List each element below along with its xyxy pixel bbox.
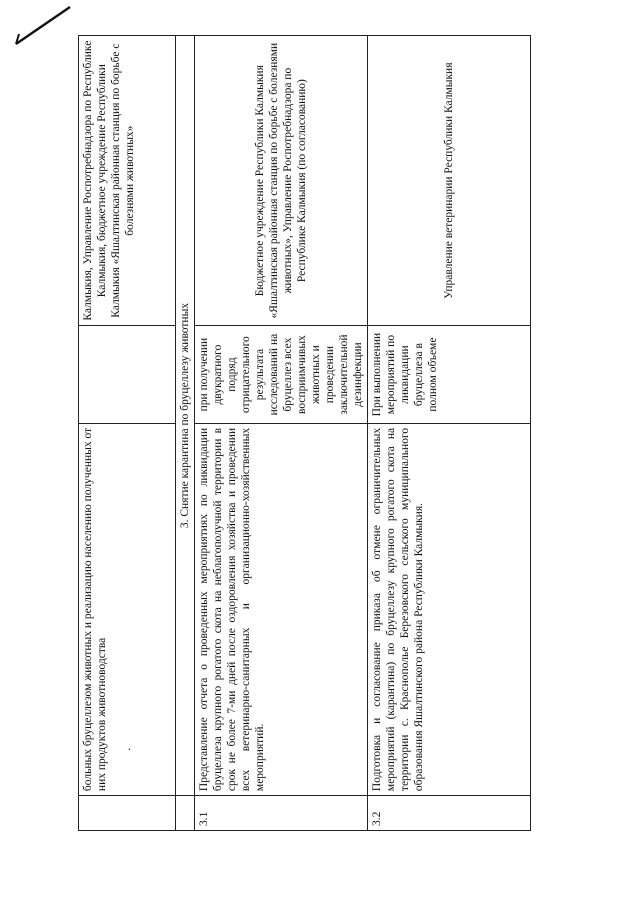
stray-mark: · xyxy=(124,747,137,752)
table-row xyxy=(368,36,531,831)
term-cell xyxy=(79,326,176,424)
section-title: 3. Снятие карантина по бруцеллезу животных xyxy=(176,36,195,796)
activity-text: Подготовка и согласование приказа об отмене ограничительных мероприятий (карантина) по бруцеллезу крупного рогатого скота на территории с. Краснополье Березовского сельского муниципального образования Яшалтинского района Республики Калмыкия. xyxy=(368,423,531,795)
table-row-continued xyxy=(79,36,176,831)
table-row xyxy=(195,36,368,831)
responsible-cell xyxy=(79,36,176,326)
row-number-cell xyxy=(176,796,195,831)
row-number: 3.1 xyxy=(195,796,368,831)
responsible-text: Управление ветеринарии Республики Калмыкия xyxy=(368,36,531,326)
term-text: при получении двукратного подряд отрицательного результата исследований на бруцеллез всех восприимчивых животных и проведении заключительной дезинфекции xyxy=(195,326,368,424)
activity-cell xyxy=(79,423,176,795)
responsible-text: Бюджетное учреждение Республики Калмыкия «Яшалтинская районная станция по борьбе с болезнями животных», Управление Роспотребнадзора по Республике Калмыкия (по согласованию) xyxy=(195,36,368,326)
responsible-text: Калмыкия, Управление Роспотребнадзора по Республике Калмыкия, бюджетное учреждение Республики Калмыкия «Яшалтинская районная станция по борьбе с болезнями животных» xyxy=(82,40,137,321)
activities-table xyxy=(78,35,531,831)
activity-text: Представление отчета о проведенных мероприятиях по ликвидации бруцеллеза крупного рогатого скота на неблагополучной территории в срок не более 7-ми дней после оздоровления хозяйства и проведении всех ветеринарно-санитарных и организационно-хозяйственных мероприятий. xyxy=(195,423,368,795)
section-header-row xyxy=(176,36,195,831)
row-number-cell xyxy=(79,796,176,831)
term-text: При выполнении мероприятий по ликвидации бруцеллеза в полном объеме xyxy=(368,326,531,424)
activity-text: больных бруцеллезом животных и реализацию населению полученных от них продуктов животноводства xyxy=(82,427,109,792)
row-number: 3.2 xyxy=(368,796,531,831)
